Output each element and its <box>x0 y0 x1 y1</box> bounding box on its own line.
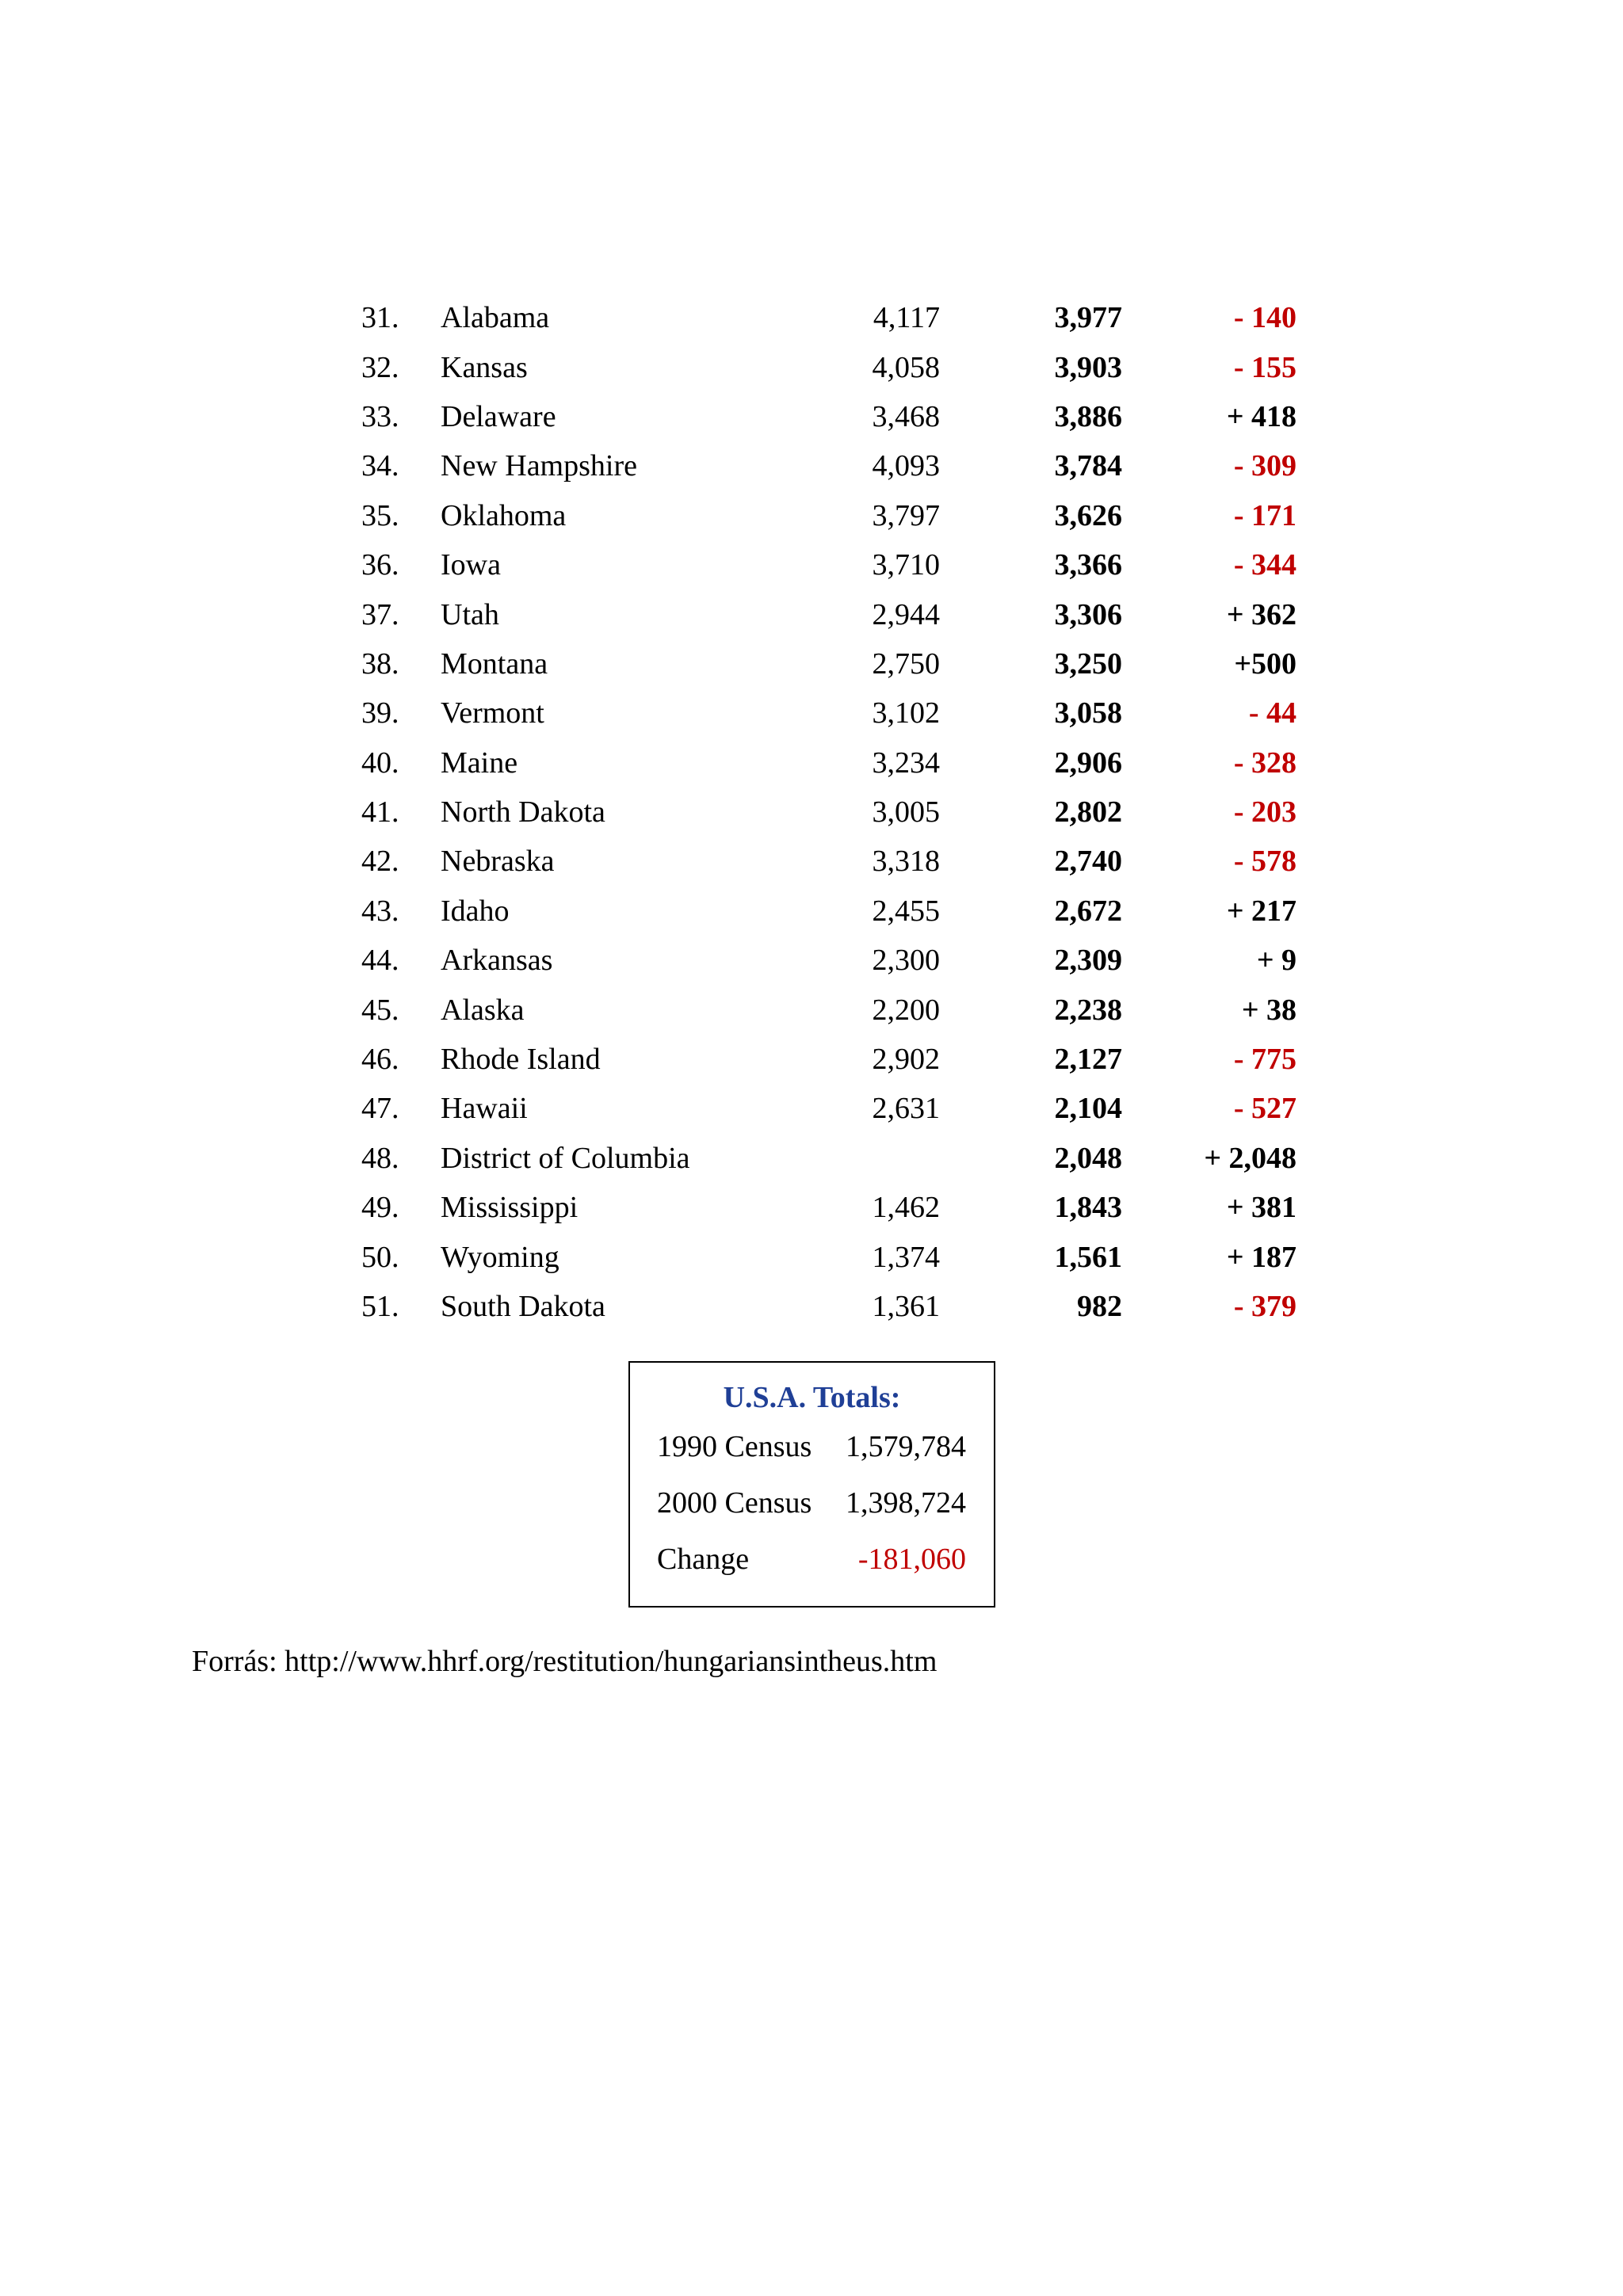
rank-cell: 46. <box>361 1043 399 1077</box>
census-1990-cell: 1,361 <box>872 1290 940 1323</box>
rank-cell: 43. <box>361 894 399 928</box>
table-row <box>361 1183 1296 1232</box>
state-name-cell: New Hampshire <box>441 449 637 483</box>
change-cell: - 140 <box>1233 301 1296 335</box>
state-name-cell: Alabama <box>441 301 550 335</box>
rank-cell: 36. <box>361 548 399 582</box>
census-1990-cell: 3,710 <box>872 548 940 582</box>
rank-cell: 39. <box>361 696 399 730</box>
census-2000-cell: 3,784 <box>1054 449 1122 483</box>
change-cell: - 203 <box>1233 795 1296 830</box>
state-name-cell: Rhode Island <box>441 1043 601 1077</box>
state-name-cell: Kansas <box>441 350 528 384</box>
census-2000-cell: 3,626 <box>1054 498 1122 532</box>
census-1990-cell: 2,902 <box>872 1043 940 1077</box>
state-name-cell: Alaska <box>441 993 525 1027</box>
change-cell: + 2,048 <box>1204 1141 1296 1175</box>
change-cell: - 344 <box>1233 548 1296 582</box>
change-cell: - 775 <box>1233 1043 1296 1077</box>
state-name-cell: Idaho <box>441 894 510 928</box>
rank-cell: 40. <box>361 746 399 780</box>
census-2000-cell: 3,903 <box>1054 350 1122 384</box>
table-row <box>361 788 1296 837</box>
table-row <box>361 1282 1296 1331</box>
census-1990-cell: 2,944 <box>872 597 940 631</box>
census-1990-cell: 4,093 <box>872 449 940 483</box>
rank-cell: 41. <box>361 795 399 830</box>
source-citation: Forrás: http://www.hhrf.org/restitution/hungariansintheus.htm <box>192 1645 938 1678</box>
state-table-body <box>361 293 1296 1331</box>
table-row <box>361 491 1296 540</box>
census-1990-cell: 1,462 <box>872 1191 940 1225</box>
census-1990-cell: 3,318 <box>872 845 940 879</box>
table-row <box>361 589 1296 639</box>
table-row <box>361 985 1296 1034</box>
rank-cell: 33. <box>361 399 399 433</box>
table-row <box>361 639 1296 688</box>
state-name-cell: Arkansas <box>441 944 553 978</box>
change-cell: - 309 <box>1233 449 1296 483</box>
census-1990-cell: 2,200 <box>872 993 940 1027</box>
state-name-cell: District of Columbia <box>441 1141 690 1175</box>
rank-cell: 51. <box>361 1290 399 1323</box>
census-1990-cell: 2,750 <box>872 646 940 681</box>
state-name-cell: Montana <box>441 646 548 681</box>
census-2000-cell: 2,238 <box>1054 993 1122 1027</box>
rank-cell: 47. <box>361 1092 399 1126</box>
census-2000-value: 1,398,724 <box>846 1486 966 1520</box>
census-1990-cell: 4,117 <box>873 301 940 335</box>
change-value: -181,060 <box>857 1543 966 1576</box>
census-1990-cell: 3,797 <box>872 498 940 532</box>
change-cell: - 155 <box>1233 350 1296 384</box>
change-cell: - 379 <box>1233 1290 1296 1323</box>
census-2000-cell: 2,104 <box>1054 1092 1122 1126</box>
census-1990-cell: 2,300 <box>872 944 940 978</box>
state-name-cell: Mississippi <box>441 1191 579 1225</box>
census-2000-cell: 3,886 <box>1054 399 1122 433</box>
state-name-cell: Wyoming <box>441 1240 559 1274</box>
state-name-cell: Iowa <box>441 548 501 582</box>
table-row <box>361 688 1296 738</box>
census-2000-cell: 2,048 <box>1054 1141 1122 1175</box>
totals-title: U.S.A. Totals: <box>723 1381 901 1414</box>
change-cell: - 527 <box>1233 1092 1296 1126</box>
table-row <box>361 293 1296 342</box>
rank-cell: 35. <box>361 498 399 532</box>
table-row <box>361 540 1296 589</box>
change-cell: + 187 <box>1226 1240 1296 1274</box>
census-2000-cell: 3,250 <box>1054 646 1122 681</box>
census-2000-label: 2000 Census <box>657 1486 812 1520</box>
change-cell: + 217 <box>1226 894 1296 928</box>
rank-cell: 45. <box>361 993 399 1027</box>
change-cell: + 362 <box>1226 597 1296 631</box>
state-name-cell: North Dakota <box>441 795 605 830</box>
rank-cell: 32. <box>361 350 399 384</box>
state-name-cell: Hawaii <box>441 1092 528 1126</box>
census-2000-cell: 2,309 <box>1054 944 1122 978</box>
census-2000-cell: 982 <box>1077 1290 1122 1323</box>
census-1990-cell: 3,468 <box>872 399 940 433</box>
usa-totals-box <box>628 1361 995 1608</box>
state-population-table <box>361 293 1296 1331</box>
change-cell: + 381 <box>1226 1191 1296 1225</box>
census-2000-cell: 3,058 <box>1054 696 1122 730</box>
table-row <box>361 441 1296 490</box>
rank-cell: 50. <box>361 1240 399 1274</box>
table-row <box>361 1084 1296 1133</box>
census-2000-cell: 3,366 <box>1054 548 1122 582</box>
change-cell: +500 <box>1234 646 1296 681</box>
rank-cell: 31. <box>361 301 399 335</box>
change-cell: + 418 <box>1226 399 1296 433</box>
table-row <box>361 342 1296 391</box>
census-1990-label: 1990 Census <box>657 1430 812 1463</box>
rank-cell: 49. <box>361 1191 399 1225</box>
state-name-cell: Delaware <box>441 399 556 433</box>
state-name-cell: Nebraska <box>441 845 555 879</box>
census-1990-cell: 1,374 <box>872 1240 940 1274</box>
census-1990-cell: 4,058 <box>872 350 940 384</box>
census-2000-cell: 2,906 <box>1054 746 1122 780</box>
census-1990-cell: 3,005 <box>872 795 940 830</box>
census-2000-cell: 2,127 <box>1054 1043 1122 1077</box>
census-1990-cell: 2,631 <box>872 1092 940 1126</box>
table-row <box>361 738 1296 788</box>
rank-cell: 48. <box>361 1141 399 1175</box>
change-label: Change <box>657 1543 750 1576</box>
table-row <box>361 1232 1296 1281</box>
census-1990-cell <box>773 1134 940 1183</box>
change-cell: + 9 <box>1256 944 1296 978</box>
census-1990-cell: 3,102 <box>872 696 940 730</box>
table-row <box>361 1035 1296 1084</box>
census-1990-value: 1,579,784 <box>846 1430 966 1463</box>
census-2000-cell: 3,977 <box>1054 301 1122 335</box>
rank-cell: 44. <box>361 944 399 978</box>
state-name-cell: South Dakota <box>441 1290 605 1323</box>
table-row <box>361 837 1296 886</box>
table-row <box>361 1134 1296 1183</box>
rank-cell: 38. <box>361 646 399 681</box>
rank-cell: 37. <box>361 597 399 631</box>
census-1990-cell: 2,455 <box>872 894 940 928</box>
state-name-cell: Oklahoma <box>441 498 567 532</box>
census-2000-cell: 1,843 <box>1054 1191 1122 1225</box>
table-row <box>361 936 1296 985</box>
rank-cell: 42. <box>361 845 399 879</box>
rank-cell: 34. <box>361 449 399 483</box>
state-name-cell: Maine <box>441 746 518 780</box>
table-row <box>361 887 1296 936</box>
census-1990-cell: 3,234 <box>872 746 940 780</box>
state-name-cell: Vermont <box>441 696 544 730</box>
census-2000-cell: 2,672 <box>1054 894 1122 928</box>
change-cell: + 38 <box>1241 993 1296 1027</box>
census-2000-cell: 1,561 <box>1054 1240 1122 1274</box>
table-row <box>361 392 1296 441</box>
census-2000-cell: 2,740 <box>1054 845 1122 879</box>
change-cell: - 578 <box>1233 845 1296 879</box>
change-cell: - 171 <box>1233 498 1296 532</box>
census-2000-cell: 3,306 <box>1054 597 1122 631</box>
state-name-cell: Utah <box>441 597 499 631</box>
change-cell: - 44 <box>1248 696 1296 730</box>
census-2000-cell: 2,802 <box>1054 795 1122 830</box>
change-cell: - 328 <box>1233 746 1296 780</box>
